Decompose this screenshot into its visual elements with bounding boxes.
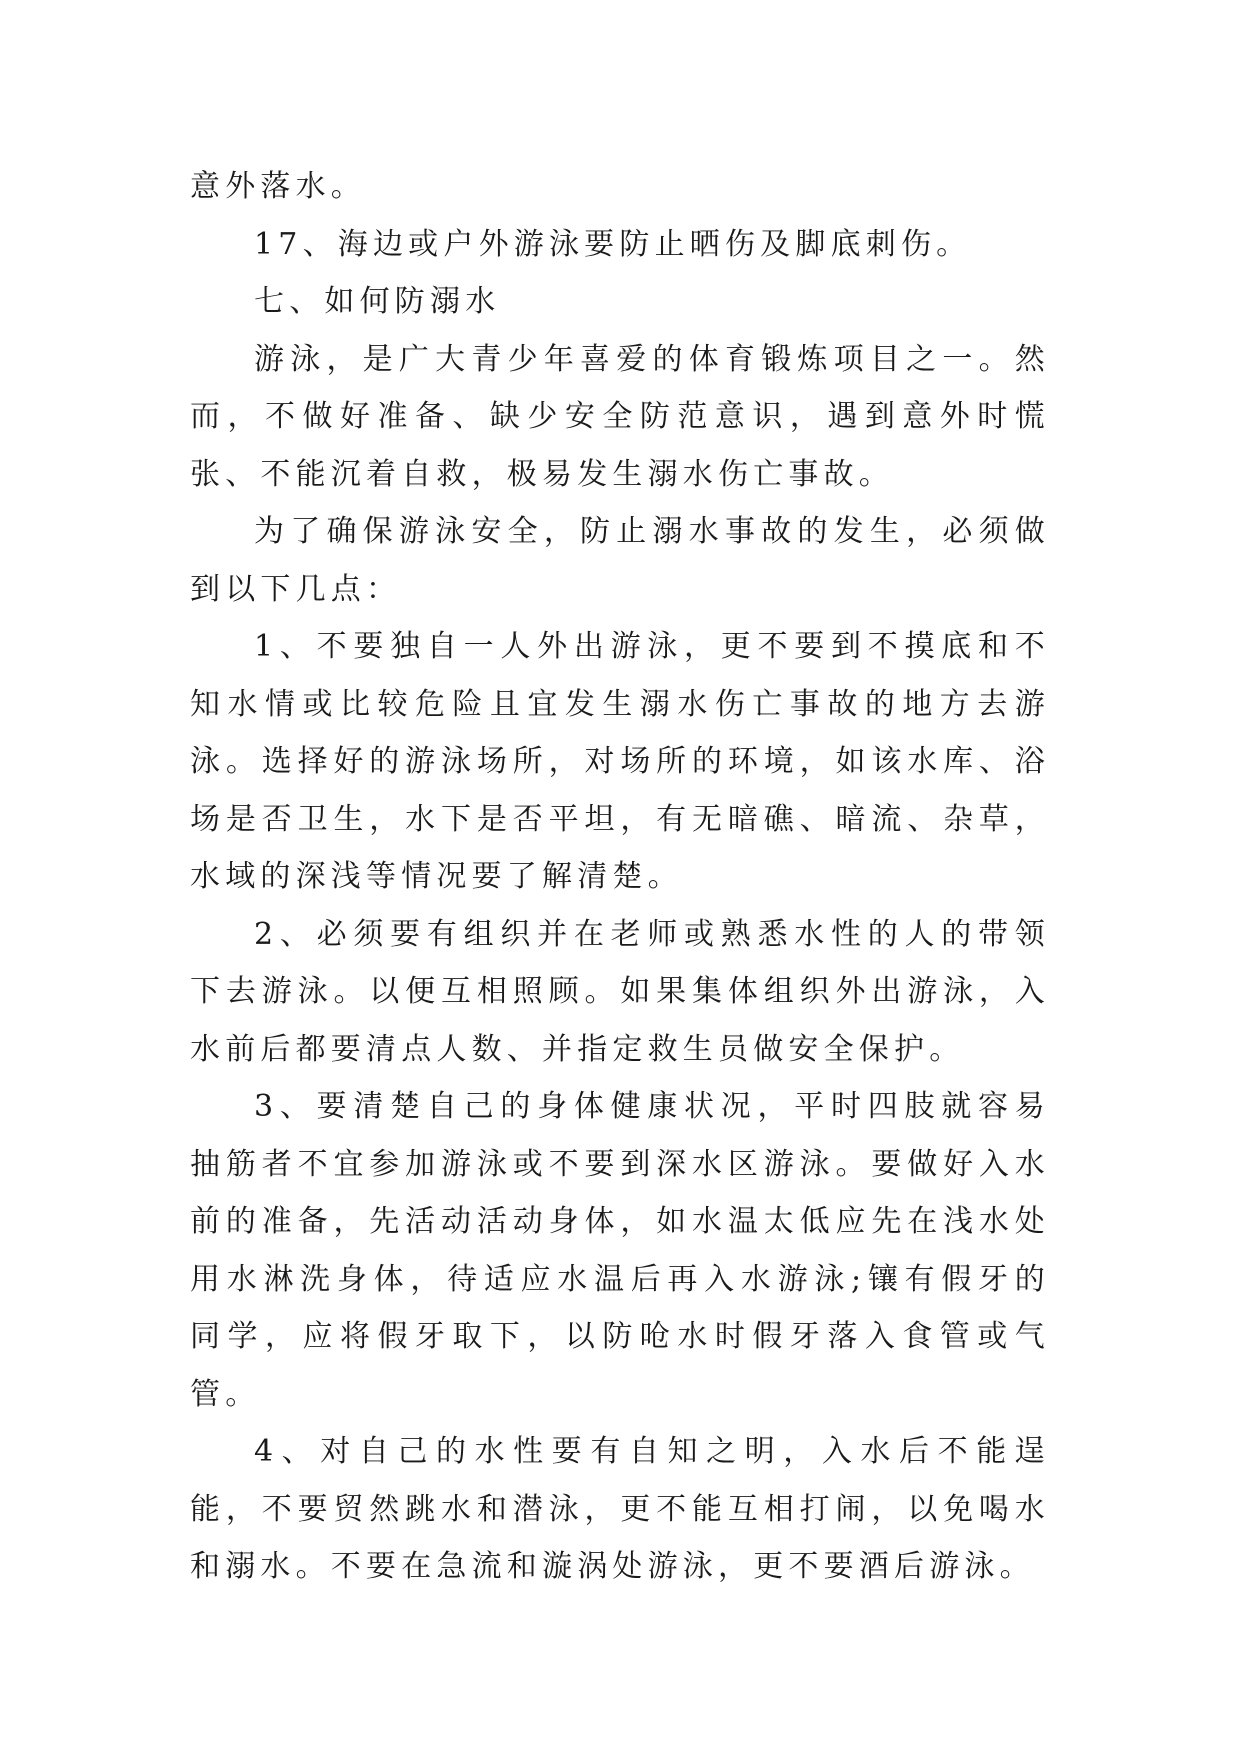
document-body — [190, 158, 1050, 1596]
paragraph-item-3: 3、要清楚自己的身体健康状况，平时四肢就容易抽筋者不宜参加游泳或不要到深水区游泳。要做好入水前的准备，先活动活动身体，如水温太低应先在浅水处用水淋洗身体，待适应水温后再入水游泳;镶有假牙的同学，应将假牙取下，以防呛水时假牙落入食管或气管。 — [190, 1089, 1050, 1412]
paragraph-item-1: 1、不要独自一人外出游泳，更不要到不摸底和不知水情或比较危险且宜发生溺水伤亡事故的地方去游泳。选择好的游泳场所，对场所的环境，如该水库、浴场是否卫生，水下是否平坦，有无暗礁、暗流、杂草，水域的深浅等情况要了解清楚。 — [190, 629, 1050, 894]
paragraph-item-4: 4、对自己的水性要有自知之明，入水后不能逞能，不要贸然跳水和潜泳，更不能互相打闹，以免喝水和溺水。不要在急流和漩涡处游泳，更不要酒后游泳。 — [190, 1434, 1050, 1584]
paragraph-item-17: 17、海边或户外游泳要防止晒伤及脚底刺伤。 — [254, 226, 972, 262]
section-heading: 七、如何防溺水 — [254, 284, 501, 319]
paragraph-intro: 游泳，是广大青少年喜爱的体育锻炼项目之一。然而，不做好准备、缺少安全防范意识，遇到意外时慌张、不能沉着自救，极易发生溺水伤亡事故。 — [190, 341, 1050, 492]
paragraph-item-2: 2、必须要有组织并在老师或熟悉水性的人的带领下去游泳。以便互相照顾。如果集体组织外出游泳，入水前后都要清点人数、并指定救生员做安全保护。 — [190, 916, 1050, 1067]
paragraph-continuation: 意外落水。 — [190, 169, 366, 204]
paragraph-lead: 为了确保游泳安全，防止溺水事故的发生，必须做到以下几点： — [190, 514, 1050, 607]
